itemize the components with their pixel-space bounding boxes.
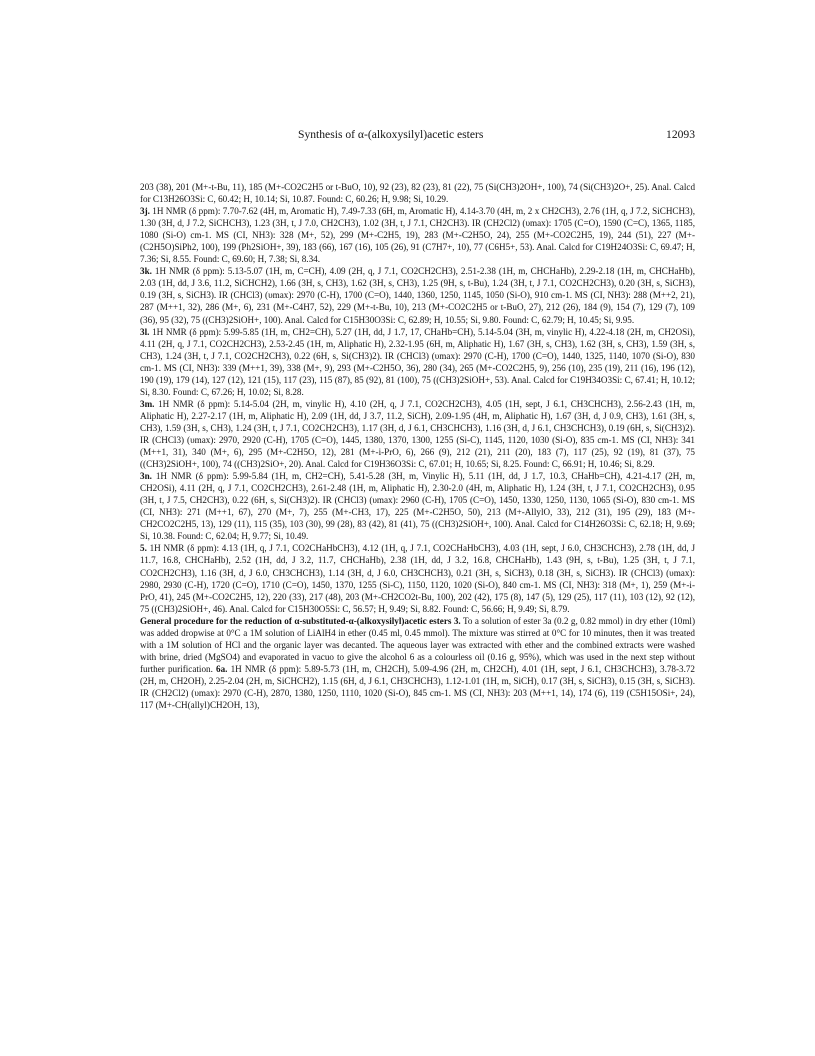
procedure-heading: General procedure for the reduction of α-substituted-α-(alkoxysilyl)acetic esters 3. [140, 615, 461, 626]
paragraph-text: 1H NMR (δ ppm): 7.70-7.62 (4H, m, Aromatic H), 7.49-7.33 (6H, m, Aromatic H), 4.14-3.70 (4H, m, 2 x CH2CH3), 2.76 (1H, q, J 7.2, SiCHCH3), 1.30 (3H, d, J 7.2, SiCHCH3), 1.23 (3H, t, J 7.0, CH2CH3), 1.02 (3H, t, J 7.1, CH2CH3). IR (CH2Cl2) (υmax): 1705 (C=O), 1590 (C=C), 1365, 1185, 1080 (Si-O) cm-1. MS (CI, NH3): 328 (M+, 52), 299 (M+-C2H5, 19), 283 (M+-C2H5O, 24), 255 (M+-CO2C2H5, 19), 244 (51), 227 (M+-(C2H5O)SiPh2, 100), 199 (Ph2SiOH+, 39), 183 (66), 167 (16), 105 (26), 91 (C7H7+, 10), 77 (C6H5+, 53). Anal. Calcd for C19H24O3Si: C, 69.47; H, 7.36; Si, 8.55. Found: C, 69.60; H, 7.38; Si, 8.34. [140, 206, 695, 265]
compound-label: 6a. [216, 663, 228, 674]
compound-3m-data [140, 398, 695, 470]
paragraph-text: 1H NMR (δ ppm): 5.89-5.73 (1H, m, CH2CH), 5.09-4.96 (2H, m, CH2CH), 4.01 (1H, sept, J 6.1, CH3CHCH3), 3.78-3.72 (2H, m, CH2OH), 2.25-2.04 (2H, m, SiCHCH2), 1.15 (6H, d, J 6.1, CH3CHCH3), 1.12-1.01 (1H, m, SiCH), 0.17 (3H, s, SiCH3), 0.15 (3H, s, SiCH3). IR (CH2Cl2) (υmax): 2970 (C-H), 2870, 1380, 1250, 1110, 1020 (Si-O), 845 cm-1. MS (CI, NH3): 203 (M++1, 14), 174 (6), 119 (C5H15OSi+, 24), 117 (M+-CH(allyl)CH2OH, 13), [140, 663, 695, 711]
paragraph-text: 203 (38), 201 (M+-t-Bu, 11), 185 (M+-CO2C2H5 or t-BuO, 10), 92 (23), 82 (23), 81 (22), 75 (Si(CH3)2OH+, 100), 74 (Si(CH3)2O+, 25). Anal. Calcd for C13H26O3Si: C, 60.42; H, 10.14; Si, 10.87. Found: C, 60.26; H, 9.98; Si, 10.29. [140, 182, 695, 205]
compound-label: 3n. [140, 471, 152, 482]
compound-3n-data [140, 470, 695, 542]
compound-3k-data [140, 265, 695, 325]
compound-5-data [140, 542, 695, 614]
compound-3l-data [140, 326, 695, 398]
compound-label: 3l. [140, 326, 150, 337]
paragraph-text: 1H NMR (δ ppm): 5.13-5.07 (1H, m, C=CH), 4.09 (2H, q, J 7.1, CO2CH2CH3), 2.51-2.38 (1H, m, CHCHaHb), 2.29-2.18 (1H, m, CHCHaHb), 2.03 (1H, dd, J 3.6, 11.2, SiCHCH2), 1.66 (3H, s, CH3), 1.62 (3H, s, CH3), 1.25 (9H, s, t-Bu), 1.24 (3H, t, J 7.1, CO2CH2CH3), 0.20 (3H, s, SiCH3), 0.19 (3H, s, SiCH3). IR (CHCl3) (υmax): 2970 (C-H), 1700 (C=O), 1440, 1360, 1250, 1145, 1050 (Si-O), 910 cm-1. MS (CI, NH3): 288 (M++2, 21), 287 (M++1, 32), 286 (M+, 6), 231 (M+-C4H7, 52), 229 (M+-t-Bu, 10), 213 (M+-CO2C2H5 or t-BuO, 27), 212 (26), 184 (9), 154 (7), 129 (7), 109 (36), 95 (32), 75 ((CH3)2SiOH+, 100). Anal. Calcd for C15H30O3Si: C, 62.89; H, 10.55; Si, 9.80. Found: C, 62.79; H, 10.45; Si, 9.95. [140, 266, 695, 325]
article-body [140, 181, 695, 711]
paragraph-text: To a solution of ester 3a (0.2 g, 0.82 mmol) in dry ether (10ml) was added dropwise at 0°C a 1M solution of LiAlH4 in ether (0.45 ml, 0.45 mmol). The mixture was stirred at 0°C for 10 minutes, then it was treated with a 1M solution of HCl and the organic layer was decanted. The aqueous layer was extracted with ether and the combined extracts were washed with brine, dried (MgSO4) and evaporated in vacuo to give the alcohol 6 as a colourless oil (0.16 g, 95%), which was used in the next step without further purification. [140, 615, 695, 674]
page-number: 12093 [666, 128, 695, 141]
running-title: Synthesis of α-(alkoxysilyl)acetic esters [298, 128, 484, 141]
paragraph-continuation [140, 181, 695, 205]
paragraph-text: 1H NMR (δ ppm): 5.14-5.04 (2H, m, vinylic H), 4.10 (2H, q, J 7.1, CO2CH2CH3), 4.05 (1H, sept, J 6.1, CH3CHCH3), 2.56-2.43 (1H, m, Aliphatic H), 2.27-2.17 (1H, m, Aliphatic H), 2.09 (1H, dd, J 3.7, 11.2, SiCH), 2.09-1.95 (4H, m, Aliphatic H), 1.67 (3H, d, J 0.9, CH3), 1.61 (3H, s, CH3), 1.59 (3H, s, CH3), 1.24 (3H, t, J 7.1, CO2CH2CH3), 1.17 (3H, d, J 6.1, CH3CHCH3), 1.16 (3H, d, J 6.1, CH3CHCH3), 0.19 (6H, s, Si(CH3)2). IR (CHCl3) (υmax): 2970, 2920 (C-H), 1705 (C=O), 1445, 1380, 1370, 1300, 1255 (Si-C), 1145, 1120, 1030 (Si-O), 835 cm-1. MS (CI, NH3): 341 (M++1, 31), 340 (M+, 6), 295 (M+-C2H5O, 12), 281 (M+-i-PrO, 6), 266 (9), 212 (21), 211 (20), 183 (7), 117 (25), 92 (19), 81 (37), 75 ((CH3)2SiOH+, 100), 74 ((CH3)2SiO+, 20). Anal. Calcd for C19H36O3Si: C, 67.01; H, 10.65; Si, 8.25. Found: C, 66.91; H, 10.46; Si, 8.29. [140, 398, 695, 470]
paragraph-text: 1H NMR (δ ppm): 5.99-5.84 (1H, m, CH2=CH), 5.41-5.28 (3H, m, Vinylic H), 5.11 (1H, dd, J 1.7, 10.3, CHaHb=CH), 4.21-4.17 (2H, m, CH2OSi), 4.11 (2H, q, J 7.1, CO2CH2CH3), 2.61-2.48 (1H, m, Aliphatic H), 2.30-2.0 (4H, m, Aliphatic H), 1.24 (3H, t, J 7.1, CO2CH2CH3), 0.95 (3H, t, J 7.5, CH2CH3), 0.22 (6H, s, Si(CH3)2). IR (CHCl3) (υmax): 2960 (C-H), 1705 (C=O), 1450, 1330, 1250, 1130, 1065 (Si-O), 830 cm-1. MS (CI, NH3): 271 (M++1, 67), 270 (M+, 7), 255 (M+-CH3, 17), 225 (M+-C2H5O, 50), 213 (M+-AllylO, 33), 212 (31), 195 (29), 183 (M+-CH2CO2C2H5, 13), 129 (11), 115 (35), 103 (30), 99 (28), 83 (42), 81 (41), 75 ((CH3)2SiOH+, 100). Anal. Calcd for C14H26O3Si: C, 62.18; H, 9.69; Si, 10.38. Found: C, 62.04; H, 9.77; Si, 10.49. [140, 471, 695, 542]
compound-label: 3j. [140, 206, 150, 217]
running-header [140, 128, 695, 144]
compound-3j-data [140, 205, 695, 265]
compound-label: 3m. [140, 398, 155, 409]
paragraph-text: 1H NMR (δ ppm): 5.99-5.85 (1H, m, CH2=CH), 5.27 (1H, dd, J 1.7, 17, CHaHb=CH), 5.14-5.04 (3H, m, vinylic H), 4.22-4.18 (2H, m, CH2OSi), 4.11 (2H, q, J 7.1, CO2CH2CH3), 2.53-2.45 (1H, m, Aliphatic H), 2.32-1.95 (6H, m, Aliphatic H), 1.67 (3H, s, CH3), 1.62 (3H, s, CH3), 1.59 (3H, s, CH3), 1.24 (3H, t, J 7.1, CO2CH2CH3), 0.22 (6H, s, Si(CH3)2). IR (CHCl3) (υmax): 2970 (C-H), 1700 (C=O), 1440, 1325, 1140, 1070 (Si-O), 830 cm-1. MS (CI, NH3): 339 (M++1, 39), 338 (M+, 9), 293 (M+-C2H5O, 36), 280 (34), 265 (M+-CO2C2H5, 9), 256 (10), 235 (19), 211 (16), 196 (12), 190 (19), 179 (14), 127 (12), 121 (15), 117 (23), 115 (87), 85 (92), 81 (100), 75 ((CH3)2SiOH+, 53). Anal. Calcd for C19H34O3Si: C, 67.41; H, 10.12; Si, 8.30. Found: C, 67.26; H, 10.02; Si, 8.28. [140, 326, 695, 397]
general-procedure [140, 615, 695, 711]
paragraph-text: 1H NMR (δ ppm): 4.13 (1H, q, J 7.1, CO2CHaHbCH3), 4.12 (1H, q, J 7.1, CO2CHaHbCH3), 4.03 (1H, sept, J 6.0, CH3CHCH3), 2.78 (1H, dd, J 11.7, 16.8, CHCHaHb), 2.52 (1H, dd, J 3.2, 11.7, CHCHaHb), 2.38 (1H, dd, J 3.2, 16.8, CHCHaHb), 1.43 (9H, s, t-Bu), 1.25 (3H, t, J 7.1, CO2CH2CH3), 1.16 (3H, d, J 6.0, CH3CHCH3), 1.14 (3H, d, J 6.0, CH3CHCH3), 0.21 (3H, s, SiCH3), 0.18 (3H, s, SiCH3). IR (CHCl3) (υmax): 2980, 2930 (C-H), 1720 (C=O), 1710 (C=O), 1450, 1370, 1255 (Si-C), 1150, 1120, 1020 (Si-O), 840 cm-1. MS (CI, NH3): 318 (M+, 1), 259 (M+-i-PrO, 41), 245 (M+-CO2C2H5, 12), 220 (33), 217 (48), 203 (M+-CH2CO2t-Bu, 100), 202 (42), 175 (8), 147 (5), 129 (25), 117 (11), 103 (12), 92 (12), 75 ((CH3)2SiOH+, 46). Anal. Calcd for C15H30O5Si: C, 56.57; H, 9.49; Si, 8.82. Found: C, 56.66; H, 9.49; Si, 8.79. [140, 543, 695, 614]
compound-label: 5. [140, 543, 147, 554]
compound-label: 3k. [140, 266, 152, 277]
